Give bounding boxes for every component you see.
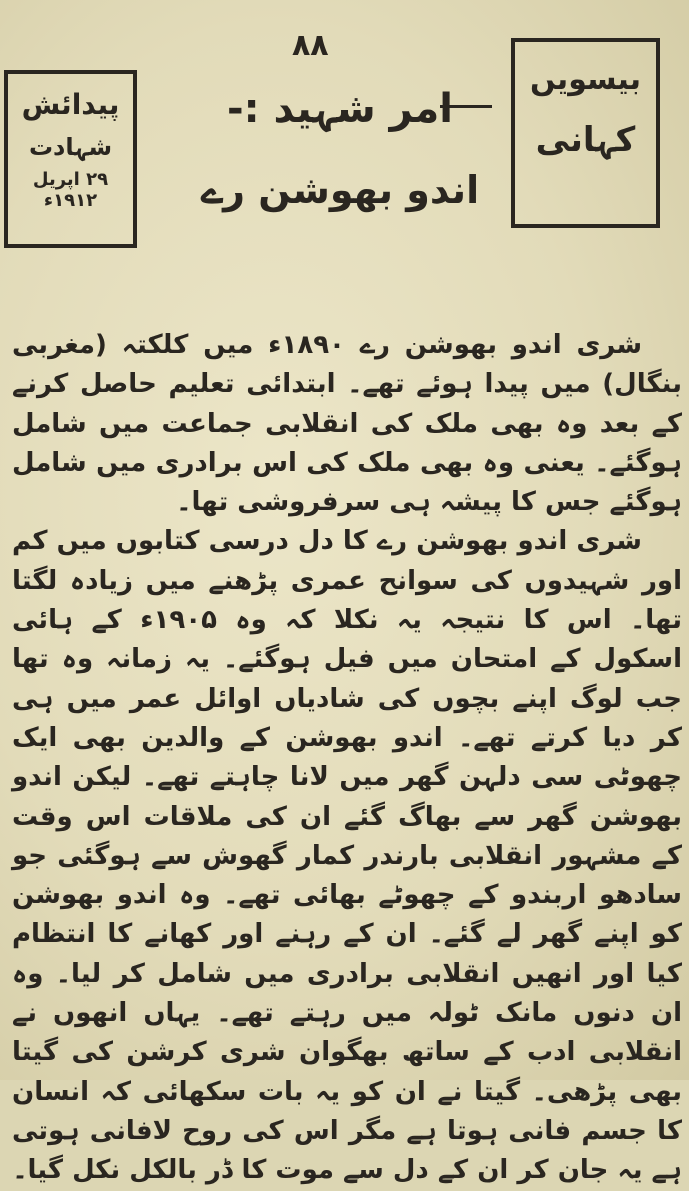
paragraph-1: شری اندو بھوشن رے ۱۸۹۰ء میں کلکتہ (مغربی بنگال) میں پیدا ہوئے تھے۔ ابتدائی تعلیم حاصل کرنے کے بعد وہ بھی ملک کی انقلابی جماعت میں شامل ہوگئے۔ یعنی وہ بھی ملک کی اس برادری میں شامل ہوگئے جس کا پیشہ ہی سرفروشی تھا۔ [12,330,682,518]
paragraph-2: شری اندو بھوشن رے کا دل درسی کتابوں میں کم اور شہیدوں کی سوانح عمری پڑھنے میں زیادہ لگتا تھا۔ اس کا نتیجہ یہ نکلا کہ وہ ۱۹۰۵ء کے ہائی اسکول کے امتحان میں فیل ہوگئے۔ یہ زمانہ وہ تھا جب لوگ اپنے بچوں کی شادیاں اوائل عمر میں ہی کر دیا کرتے تھے۔ اندو بھوشن کے والدین بھی ایک چھوٹی سی دلہن گھر میں لانا چاہتے تھے۔ لیکن اندو بھوشن گھر سے بھاگ گئے ان کی ملاقات اس وقت کے مشہور انقلابی بارندر کمار گھوش سے ہوگئی جو سادھو اربندو کے چھوٹے بھائی تھے۔ وہ اندو بھوشن کو اپنے گھر لے گئے۔ ان کے رہنے اور کھانے کا انتظام کیا اور انھیں انقلابی برادری میں شامل کر لیا۔ وہ ان دنوں مانک ٹولہ میں رہتے تھے۔ یہاں انھوں نے انقلابی ادب کے ساتھ بھگوان شری کرشن کی گیتا بھی پڑھی۔ گیتا نے ان کو یہ بات سکھائی کہ انسان کا جسم فانی ہوتا ہے مگر اس کی روح لافانی ہوتی ہے یہ جان کر ان کے دل سے موت کا ڈر بالکل نکل گیا۔ [12,526,682,1186]
birth-martyrdom-box [4,70,137,248]
title-name: اندو بھوشن رے [200,168,480,212]
series-stories: کہانی [535,120,636,160]
birth-label: پیدائش [21,88,120,121]
martyrdom-label: شہادت [28,133,113,161]
page-number: ٨٨ [292,28,329,63]
series-box [511,38,660,228]
body-text [12,326,682,1191]
series-century: بیسویں [529,62,642,97]
martyrdom-date: ۲۹ اپریل ۱۹۱۲ء [32,169,109,211]
title-subtitle: امر شہید :- [226,86,453,132]
